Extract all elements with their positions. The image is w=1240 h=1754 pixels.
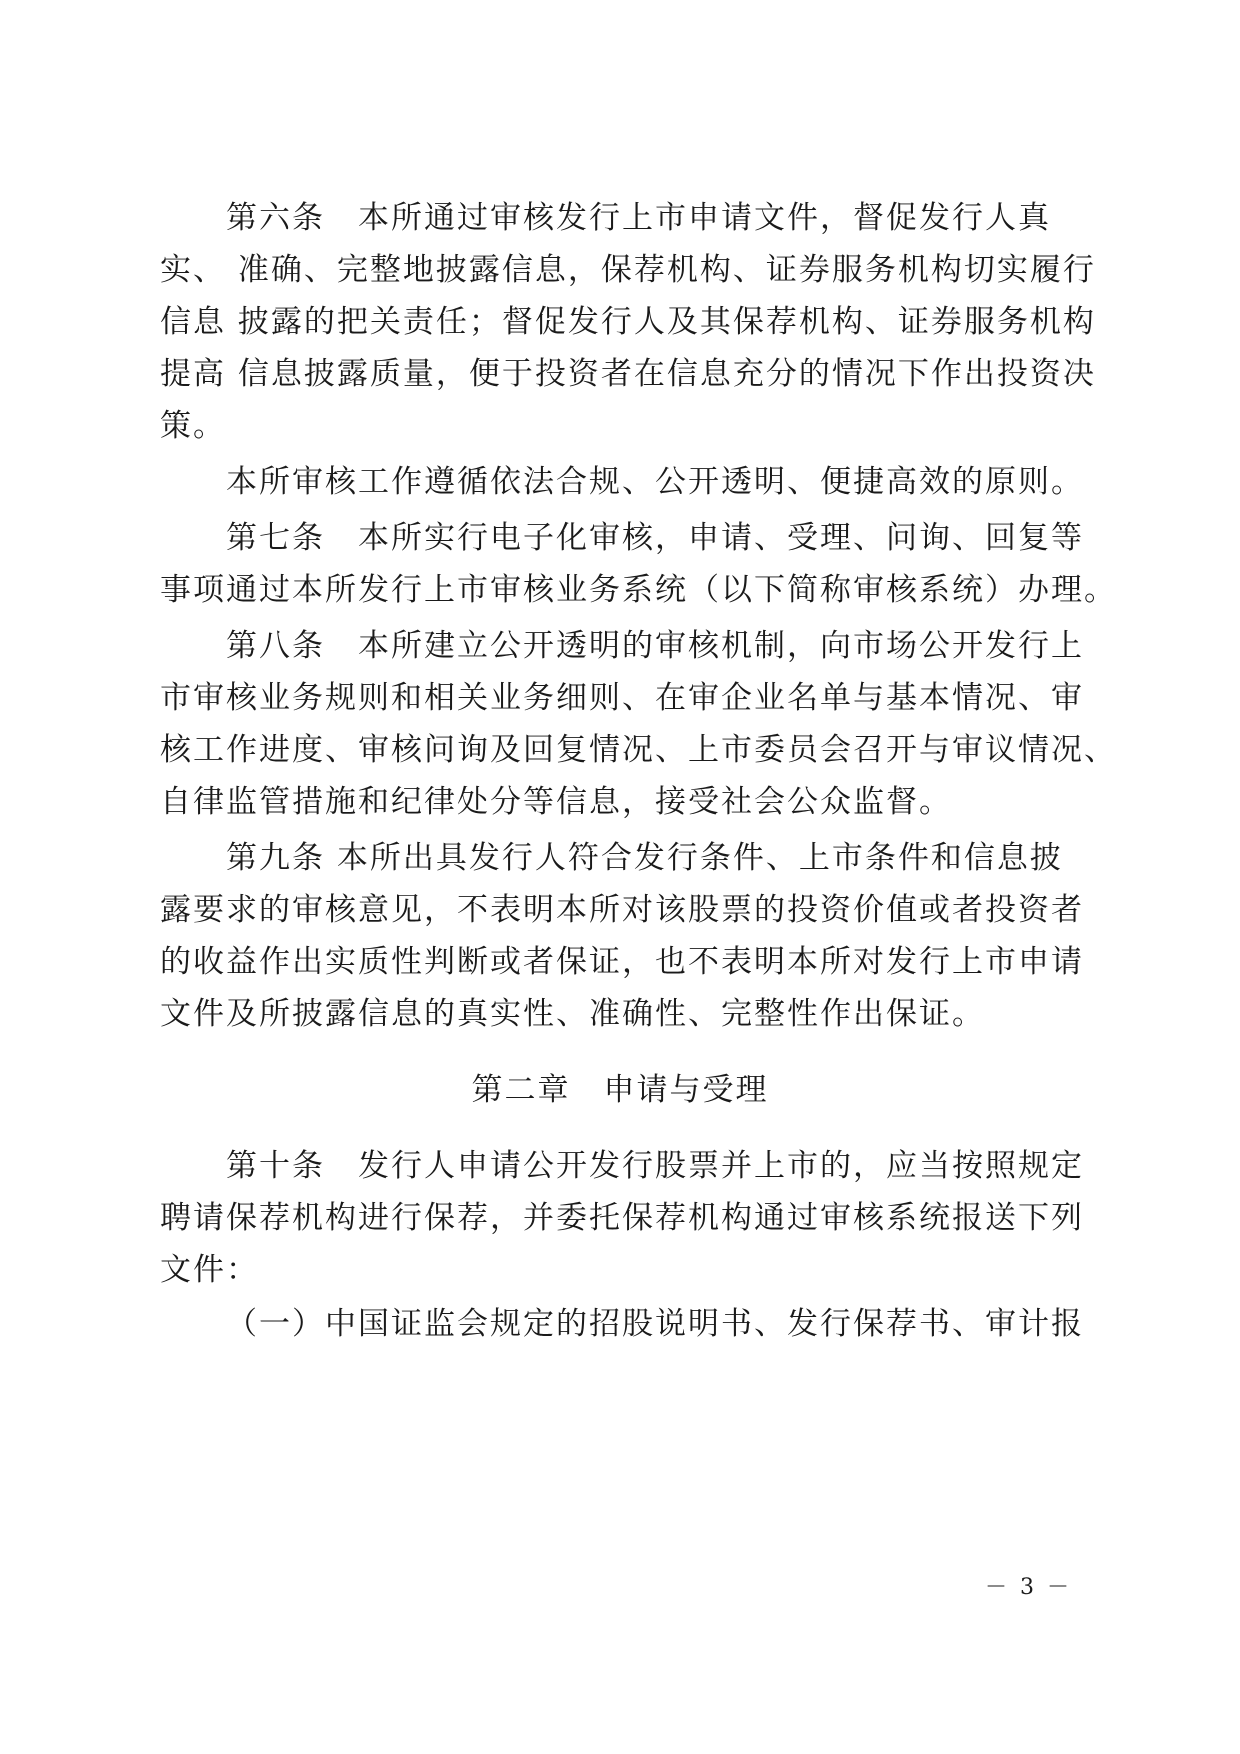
article-6-line-5: 策。: [160, 408, 226, 444]
article-10-line-1: 第十条 发行人申请公开发行股票并上市的，应当按照规定: [226, 1148, 1084, 1184]
article-9-line-4: 文件及所披露信息的真实性、准确性、完整性作出保证。: [160, 996, 985, 1032]
article-10-line-3: 文件：: [160, 1252, 259, 1288]
article-8-line-3: 核工作进度、审核问询及回复情况、上市委员会召开与审议情况、: [160, 732, 1117, 768]
page-number: － 3 －: [985, 1575, 1072, 1600]
article-9-line-2: 露要求的审核意见，不表明本所对该股票的投资价值或者投资者: [160, 892, 1084, 928]
article-8-line-1: 第八条 本所建立公开透明的审核机制，向市场公开发行上: [226, 628, 1084, 664]
article-8-line-2: 市审核业务规则和相关业务细则、在审企业名单与基本情况、审: [160, 680, 1084, 716]
article-7-line-2: 事项通过本所发行上市审核业务系统（以下简称审核系统）办理。: [160, 572, 1117, 608]
article-6-line-4: 提高 信息披露质量，便于投资者在信息充分的情况下作出投资决: [160, 356, 1096, 392]
article-7-line-1: 第七条 本所实行电子化审核，申请、受理、问询、回复等: [226, 520, 1084, 556]
article-6-line-1: 第六条 本所通过审核发行上市申请文件，督促发行人真: [226, 200, 1051, 236]
article-10-item-1: （一）中国证监会规定的招股说明书、发行保荐书、审计报: [226, 1306, 1084, 1342]
article-6-paragraph-2: 本所审核工作遵循依法合规、公开透明、便捷高效的原则。: [226, 464, 1084, 500]
article-9-line-1: 第九条 本所出具发行人符合发行条件、上市条件和信息披: [226, 840, 1063, 876]
article-10-line-2: 聘请保荐机构进行保荐，并委托保荐机构通过审核系统报送下列: [160, 1200, 1084, 1236]
article-8-line-4: 自律监管措施和纪律处分等信息，接受社会公众监督。: [160, 784, 952, 820]
article-9-line-3: 的收益作出实质性判断或者保证，也不表明本所对发行上市申请: [160, 944, 1084, 980]
article-6-line-2: 实、 准确、完整地披露信息，保荐机构、证券服务机构切实履行: [160, 252, 1096, 288]
chapter-2-heading: 第二章 申请与受理: [471, 1072, 769, 1108]
article-6-line-3: 信息 披露的把关责任；督促发行人及其保荐机构、证券服务机构: [160, 304, 1096, 340]
